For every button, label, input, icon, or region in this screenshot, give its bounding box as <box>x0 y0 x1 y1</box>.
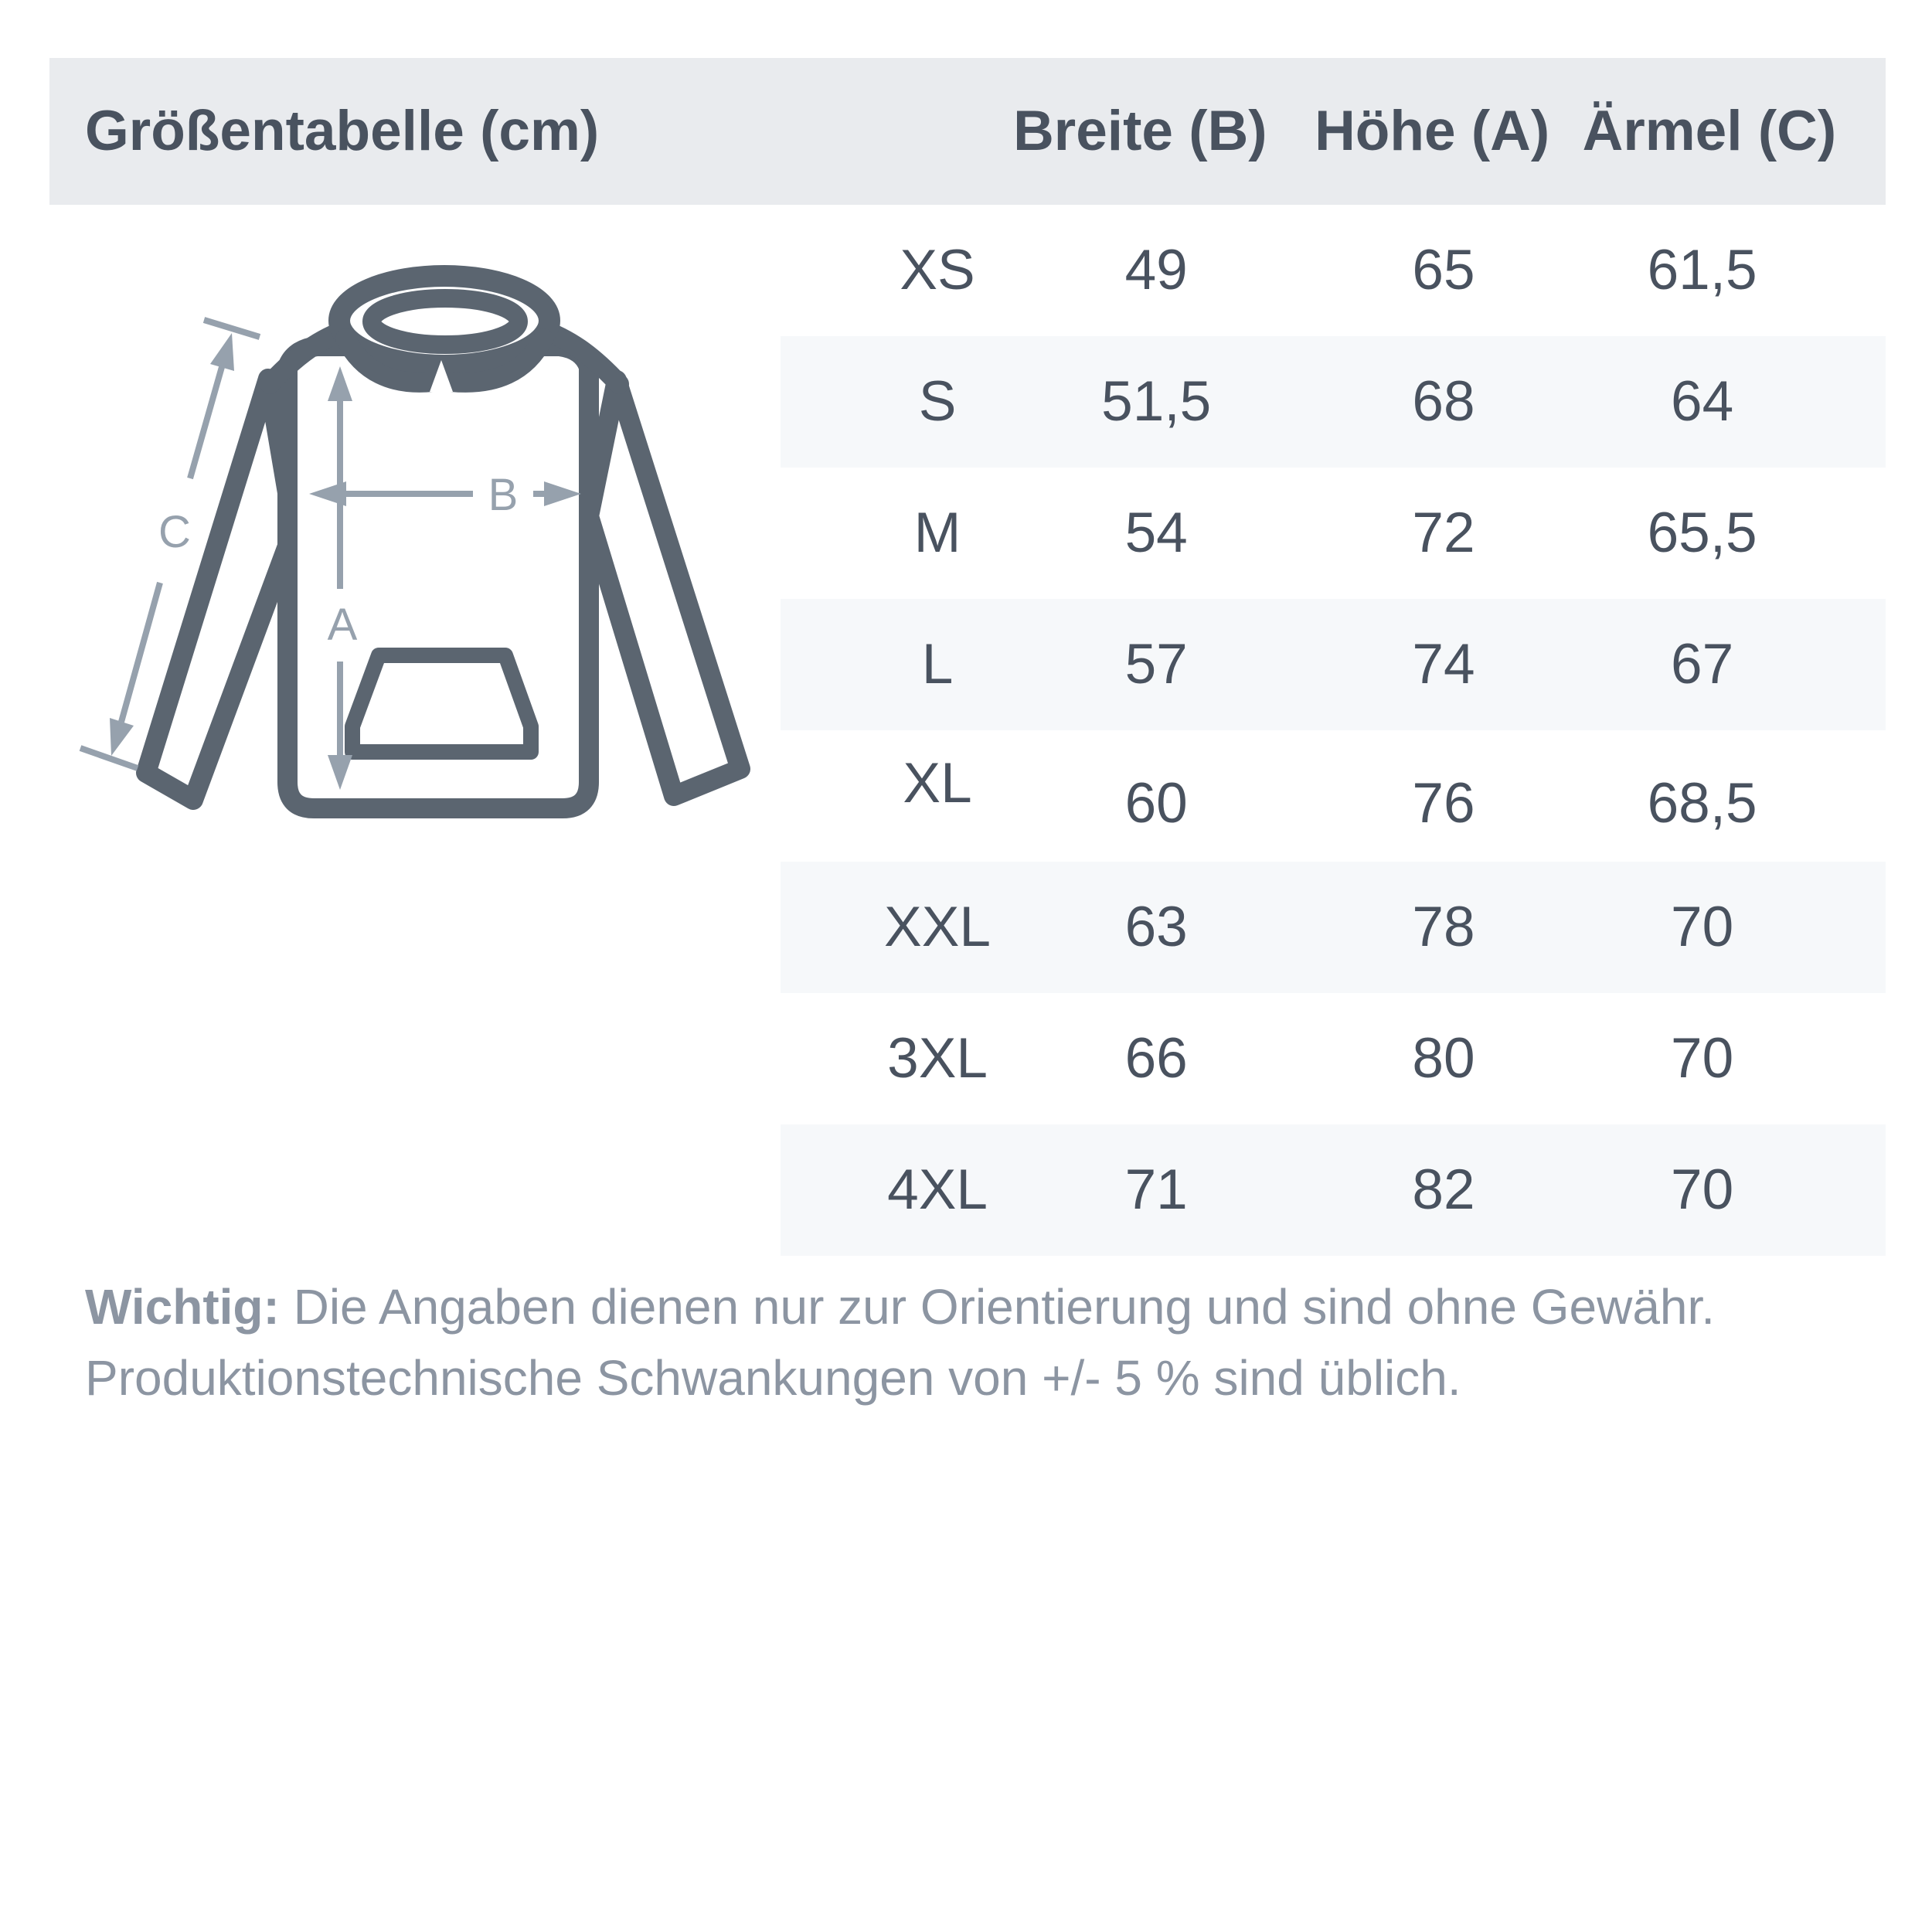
hoehe-cell: 78 <box>1412 896 1475 958</box>
page-title: Größentabelle (cm) <box>85 100 600 162</box>
breite-cell: 66 <box>1124 1027 1188 1090</box>
table-row-xs <box>781 205 1886 336</box>
size-cell: M <box>913 502 961 564</box>
table-header-band <box>49 58 1886 205</box>
breite-cell: 51,5 <box>1101 370 1212 433</box>
aermel-cell: 68,5 <box>1647 772 1757 835</box>
aermel-cell: 65,5 <box>1647 502 1757 564</box>
size-cell: 4XL <box>887 1158 988 1221</box>
column-header-breite: Breite (B) <box>1013 100 1267 162</box>
dimension-label-c: C <box>158 507 191 557</box>
hoehe-cell: 65 <box>1412 239 1475 301</box>
disclaimer-note <box>85 1271 1862 1413</box>
size-cell: L <box>921 633 954 696</box>
table-row-m <box>781 468 1886 599</box>
note-line-1 <box>85 1271 1862 1342</box>
hoehe-cell: 74 <box>1412 633 1475 696</box>
dimension-label-a: A <box>327 600 358 650</box>
note-line1-text: Die Angaben dienen nur zur Orientierung und sind ohne Gewähr. <box>279 1279 1716 1335</box>
hoodie-measurement-diagram <box>46 216 819 912</box>
table-row-l <box>781 599 1886 730</box>
note-lead: Wichtig: <box>85 1279 280 1335</box>
breite-cell: 71 <box>1124 1158 1188 1221</box>
hoehe-cell: 72 <box>1412 502 1475 564</box>
kangaroo-pocket <box>352 655 531 752</box>
table-row-xl <box>781 730 1886 862</box>
size-cell: XL <box>903 752 972 815</box>
breite-cell: 57 <box>1124 633 1188 696</box>
dimension-label-b: B <box>488 470 519 520</box>
size-cell: 3XL <box>887 1027 988 1090</box>
table-row-4xl <box>781 1124 1886 1256</box>
breite-cell: 49 <box>1124 239 1188 301</box>
size-cell: XS <box>900 239 975 301</box>
hoehe-cell: 76 <box>1412 772 1475 835</box>
note-line-2: Produktionstechnische Schwankungen von +/- 5 % sind üblich. <box>85 1350 1461 1406</box>
breite-cell: 54 <box>1124 502 1188 564</box>
size-cell: S <box>918 370 957 433</box>
column-header-hoehe: Höhe (A) <box>1315 100 1550 162</box>
breite-cell: 63 <box>1124 896 1188 958</box>
table-row-s <box>781 336 1886 468</box>
aermel-cell: 70 <box>1671 896 1734 958</box>
breite-cell: 60 <box>1124 772 1188 835</box>
size-table <box>781 205 1886 1256</box>
aermel-cell: 70 <box>1671 1158 1734 1221</box>
column-header-aermel: Ärmel (C) <box>1582 100 1837 162</box>
aermel-cell: 61,5 <box>1647 239 1757 301</box>
aermel-cell: 67 <box>1671 633 1734 696</box>
hoehe-cell: 68 <box>1412 370 1475 433</box>
aermel-cell: 70 <box>1671 1027 1734 1090</box>
size-cell: XXL <box>884 896 992 958</box>
aermel-cell: 64 <box>1671 370 1734 433</box>
hoodie-left-sleeve <box>146 379 294 800</box>
hoodie-right-sleeve <box>589 380 740 796</box>
table-row-3xl <box>781 993 1886 1124</box>
hoehe-cell: 80 <box>1412 1027 1475 1090</box>
hoehe-cell: 82 <box>1412 1158 1475 1221</box>
table-row-xxl <box>781 862 1886 993</box>
